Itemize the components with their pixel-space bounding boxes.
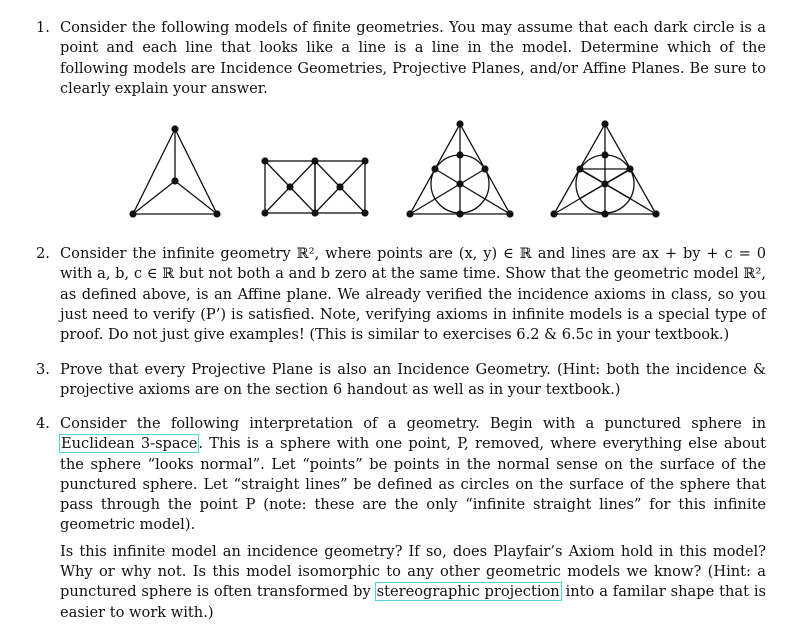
problem-text: Prove that every Projective Plane is also an Incidence Geometry. (Hint: both the incidence & projective axioms are on the section 6 handout as well as in your textbook.) bbox=[60, 361, 766, 399]
problem-text-paragraph-1 bbox=[60, 414, 766, 536]
problem-number: 4. bbox=[36, 415, 50, 432]
text-segment: Consider the following interpretation of a geometry. Begin with a punctured sphere in bbox=[60, 415, 766, 432]
problem-3 bbox=[36, 360, 766, 401]
problem-number: 3. bbox=[36, 361, 50, 378]
finite-geometry-figures bbox=[120, 120, 680, 220]
finite-geometry-figures-svg bbox=[120, 120, 680, 220]
figure-triangle-center bbox=[133, 129, 217, 214]
figure-fano-1 bbox=[410, 124, 510, 214]
problem-1 bbox=[36, 18, 766, 99]
figure-fano-2 bbox=[554, 124, 656, 214]
text-segment: Is this infinite model an incidence geometry? If so, does Playfair’s Axiom hold in this model? Why or why not. Is this model isomorphic to any other geometric models we know? (Hint: a punctured sphere is often transformed by bbox=[60, 542, 766, 601]
points bbox=[129, 120, 659, 217]
problem-number: 2. bbox=[36, 245, 50, 262]
problem-text-paragraph-2 bbox=[60, 542, 766, 623]
problem-number: 1. bbox=[36, 19, 50, 36]
euclidean-3-space-link[interactable]: Euclidean 3-space bbox=[61, 435, 198, 453]
stereographic-projection-link[interactable]: stereographic projection bbox=[376, 583, 560, 601]
text-segment: into a familar shape that is easier to work with.) bbox=[60, 583, 766, 621]
problem-text: Consider the infinite geometry ℝ², where points are (x, y) ∈ ℝ and lines are ax + by + c = 0 with a, b, c ∈ ℝ but not both a and b zero at the same time. Show that the geometric model ℝ², as defined above, is an Affine plane. We already verified the incidence axioms in class, so you just need to verify (P’) is satisfied. Note, verifying axioms in infinite models is a special type of proof. Do not just give examples! (This is similar to exercises 6.2 & 6.5c in your textbook.) bbox=[60, 245, 766, 344]
text-segment: . This is a sphere with one point, P, removed, where everything else about the sphere “looks normal”. Let “points” be points in the normal sense on the surface of the punctured sphere. Let “straight lines” be defined as circles on the surface of the sphere that pass through the point P (note: these are the only “infinite straight lines” for this infinite geometric model). bbox=[60, 435, 766, 534]
problem-2 bbox=[36, 244, 766, 345]
figure-two-squares bbox=[265, 161, 365, 213]
problem-text: Consider the following models of finite geometries. You may assume that each dark circle is a point and each line that looks like a line is a line in the model. Determine which of the following models are Incidence Geometries, Projective Planes, and/or Affine Planes. Be sure to clearly explain your answer. bbox=[60, 19, 766, 97]
problem-4 bbox=[36, 414, 766, 623]
